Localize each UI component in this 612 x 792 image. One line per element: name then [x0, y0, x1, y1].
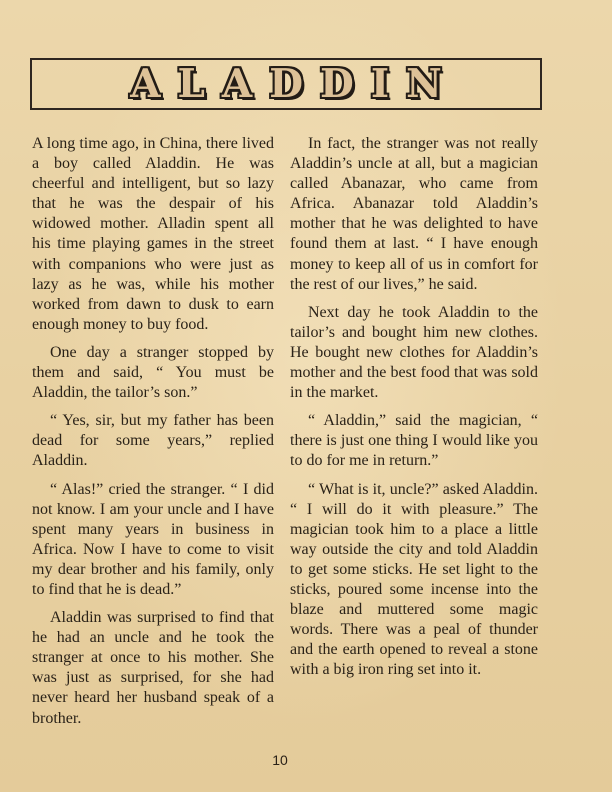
paragraph: “ Alas!” cried the stranger. “ I did not know. I am your uncle and I have spent many years in business in Africa. Now I have to come to visit my dear brother and his family, only to find that he is dead.” — [32, 480, 274, 598]
paragraph: In fact, the stranger was not really Aladdin’s uncle at all, but a magician called Abanazar, who came from Africa. Abanazar told Aladdin’s mother that he was delighted to have found them at last. “ I have enough money to keep all of us in comfort for the rest of our lives,” he said. — [290, 135, 538, 293]
paragraph: One day a stranger stopped by them and said, “ You must be Aladdin, the tailor’s son.” — [32, 343, 274, 402]
paragraph: “ Aladdin,” said the magician, “ there is just one thing I would like you to do for me in return.” — [290, 412, 538, 470]
paragraph: A long time ago, in China, there lived a boy called Aladdin. He was cheerful and intelligent, but so lazy that he was the despair of his widowed mother. Alladin spent all his time playing games in the street with companions who were just as lazy as he was, while his mother worked from dawn to dusk to earn enough money to buy food. — [32, 135, 274, 333]
paragraph: “ What is it, uncle?” asked Aladdin. “ I will do it with pleasure.” The magician took him to a place a little way outside the city and told Aladdin to get some sticks. He set light to the sticks, poured some incense into the blaze and muttered some magic words. There was a peal of thunder and the earth opened to reveal a stone with a big iron ring set into it. — [290, 480, 538, 679]
paragraph: Aladdin was surprised to find that he had an uncle and he took the stranger at once to his mother. She was just as surprised, for she had never heard her husband speak of a brother. — [32, 609, 274, 727]
text-column-right — [290, 134, 538, 688]
page-number: 10 — [272, 752, 288, 768]
paragraph: “ Yes, sir, but my father has been dead for some years,” replied Aladdin. — [32, 412, 274, 470]
paragraph: Next day he took Aladdin to the tailor’s and bought him new clothes. He bought new clothes for Aladdin’s mother and the best food that was sold in the market. — [290, 303, 538, 402]
text-column-left — [32, 134, 274, 737]
page-title: ALADDIN — [130, 61, 459, 107]
title-box — [30, 58, 542, 110]
